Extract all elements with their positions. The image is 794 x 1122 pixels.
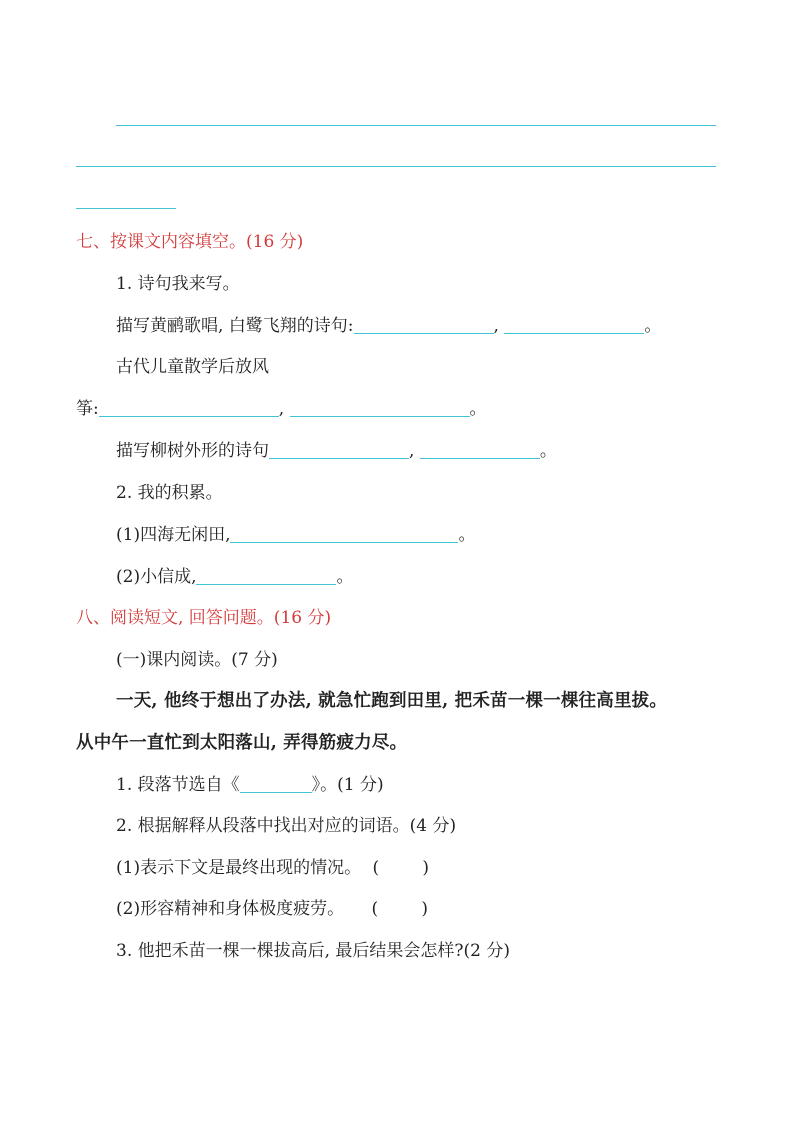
sec7-q2-1: [116, 524, 475, 546]
sec8-q3: 3. 他把禾苗一棵一棵拔高后, 最后结果会怎样?(2 分): [116, 941, 511, 961]
willow-prompt: 描写柳树外形的诗句: [116, 441, 269, 461]
answer-paren[interactable]: ( ): [372, 858, 429, 878]
birds-prompt: 描写黄鹂歌唱, 白鹭飞翔的诗句:: [116, 316, 354, 336]
sec7-q1: 1. 诗句我来写。: [116, 274, 240, 294]
q2-2-prompt: (2)小信成,: [116, 567, 197, 587]
willow-blank-1[interactable]: [269, 440, 409, 459]
period: 。: [469, 399, 487, 419]
sec8-q2: 2. 根据解释从段落中找出对应的词语。(4 分): [116, 816, 457, 836]
sec7-kite-line-b: [76, 398, 487, 420]
comma: ,: [493, 316, 499, 336]
period: 。: [539, 441, 557, 461]
sec7-kite-line-a: 古代儿童散学后放风: [116, 357, 269, 377]
sec7-q2: 2. 我的积累。: [116, 483, 223, 503]
sec7-q2-2: [116, 566, 353, 588]
sec8-part1: (一)课内阅读。(7 分): [116, 650, 278, 670]
q1-suffix: 》。(1 分): [311, 775, 384, 795]
q2-1-blank[interactable]: [230, 524, 458, 543]
birds-blank-1[interactable]: [354, 315, 494, 334]
passage-line-2: 从中午一直忙到太阳落山, 弄得筋疲力尽。: [76, 733, 408, 753]
period: 。: [336, 567, 354, 587]
q2-1-prompt: (1)四海无闲田,: [116, 525, 231, 545]
sec8-q1: [116, 774, 384, 796]
answer-line-1[interactable]: [116, 125, 716, 126]
sec8-q2-1: [116, 857, 429, 879]
comma: ,: [278, 399, 285, 419]
kite-prompt: 筝:: [76, 399, 99, 419]
period: 。: [458, 525, 476, 545]
comma: ,: [409, 441, 415, 461]
q1-prompt: 1. 段落节选自《: [116, 775, 240, 795]
sec7-willow-line: [116, 440, 557, 462]
section-7-title: 七、按课文内容填空。(16 分): [76, 232, 304, 252]
answer-paren[interactable]: ( ): [371, 899, 428, 919]
sec8-q2-2: [116, 898, 428, 920]
answer-line-2[interactable]: [76, 166, 716, 167]
answer-line-3[interactable]: [76, 208, 176, 209]
kite-blank-2[interactable]: [290, 398, 470, 417]
q2-1-text: (1)表示下文是最终出现的情况。: [116, 858, 362, 878]
birds-blank-2[interactable]: [504, 315, 644, 334]
q2-2-text: (2)形容精神和身体极度疲劳。: [116, 899, 345, 919]
kite-blank-1[interactable]: [99, 398, 279, 417]
q1-blank[interactable]: [240, 774, 312, 793]
section-8-title: 八、阅读短文, 回答问题。(16 分): [76, 608, 332, 628]
sec7-birds-line: [116, 315, 661, 337]
period: 。: [644, 316, 662, 336]
q2-2-blank[interactable]: [196, 566, 336, 585]
willow-blank-2[interactable]: [420, 440, 540, 459]
passage-line-1: 一天, 他终于想出了办法, 就急忙跑到田里, 把禾苗一棵一棵往高里拔。: [116, 691, 668, 711]
